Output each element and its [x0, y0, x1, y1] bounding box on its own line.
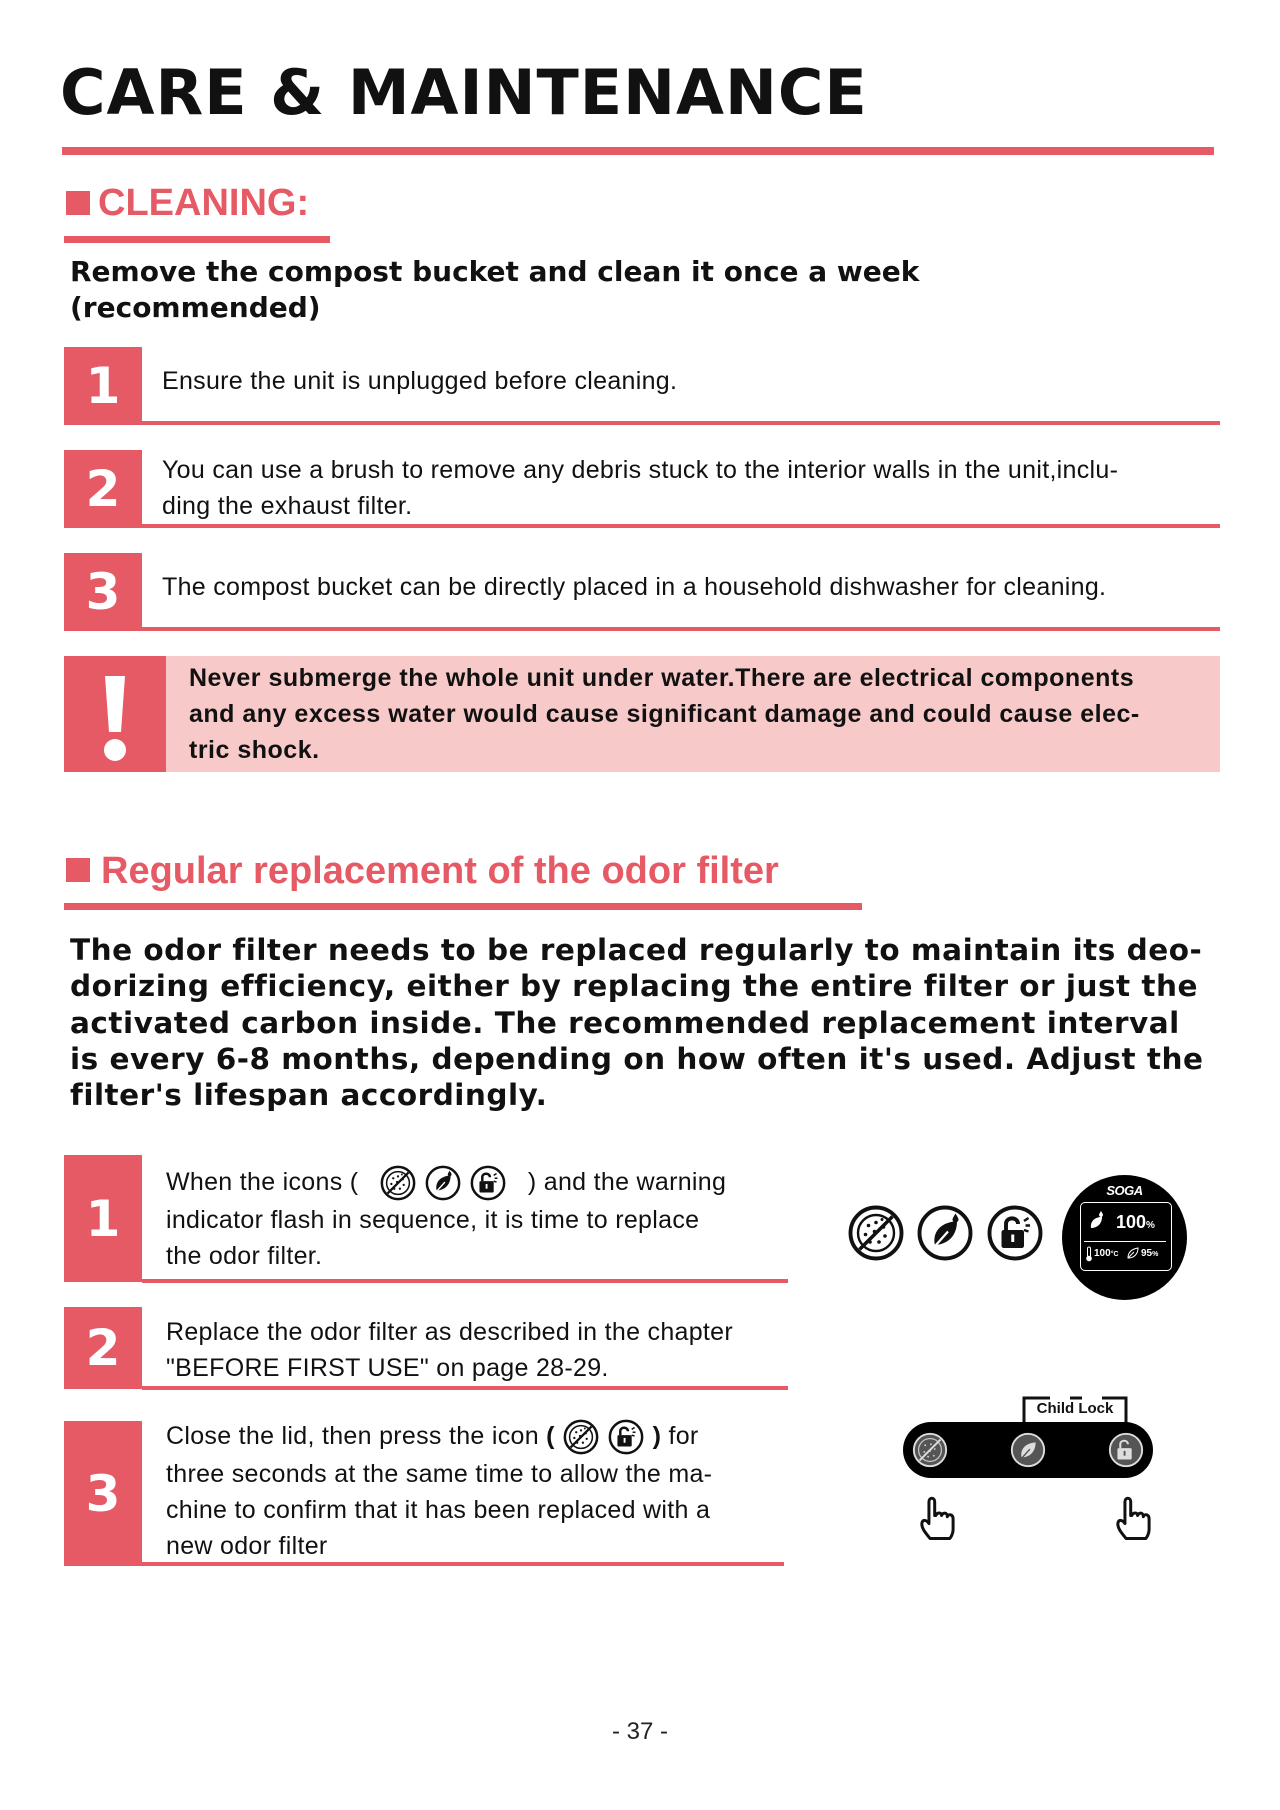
warning-line: and any excess water would cause significant damage and could cause elec-	[189, 700, 1140, 728]
step-line-part: )	[652, 1422, 662, 1450]
section-marker	[66, 858, 90, 882]
moisture-icon	[1126, 1246, 1140, 1260]
section-marker	[66, 191, 90, 215]
step-line-part: When the icons (	[166, 1168, 359, 1196]
step-line: indicator flash in sequence, it is time to replace	[166, 1206, 700, 1235]
cleaning-lead	[70, 254, 919, 326]
filter-icon	[562, 1418, 600, 1456]
cleaning-heading-underline	[64, 236, 330, 243]
cleaning-heading: CLEANING:	[98, 182, 310, 224]
step-line	[166, 1418, 712, 1456]
step-underline	[142, 627, 1220, 631]
step-line: "BEFORE FIRST USE" on page 28-29.	[166, 1354, 609, 1382]
step-underline	[142, 524, 1220, 528]
step-underline	[142, 421, 1220, 425]
display-divider	[1084, 1241, 1166, 1242]
humidity-unit: %	[1146, 1220, 1155, 1231]
filter-button-icon	[911, 1431, 949, 1469]
odor-filter-heading: Regular replacement of the odor filter	[101, 850, 779, 892]
lock-button-icon	[1107, 1431, 1145, 1469]
odor-lead-line: The odor filter needs to be replaced regularly to maintain its deo-	[70, 933, 1203, 967]
odor-lead-line: is every 6-8 months, depending on how often it's used. Adjust the	[70, 1041, 1204, 1076]
pointing-hand-icon	[914, 1492, 960, 1546]
odor-lead-line: dorizing efficiency, either by replacing the entire filter or just the	[70, 969, 1199, 1004]
step-line: three seconds at the same time to allow the ma-	[166, 1460, 713, 1489]
lock-icon	[985, 1203, 1045, 1263]
filter-icon	[379, 1164, 417, 1202]
step-line: the odor filter.	[166, 1242, 323, 1271]
moisture-readout	[1141, 1248, 1158, 1259]
step-line: chine to confirm that it has been replaced with a	[166, 1496, 711, 1525]
exclamation-icon	[64, 656, 166, 772]
step-underline	[142, 1386, 788, 1390]
step-line-part: Close the lid, then press the icon	[166, 1422, 539, 1450]
step-line: Replace the odor filter as described in the chapter	[166, 1318, 734, 1346]
cleaning-step-text	[162, 363, 677, 399]
title-divider	[62, 147, 1214, 155]
step-line: The compost bucket can be directly placed in a household dishwasher for cleaning.	[162, 573, 1107, 601]
odor-step-text	[166, 1418, 712, 1564]
step-line: ding the exhaust filter.	[162, 492, 413, 520]
step-line-part: ) and the warning	[527, 1168, 727, 1196]
temperature-value: 100	[1094, 1248, 1111, 1259]
moisture-value: 95	[1141, 1248, 1153, 1259]
step-number-badge: 1	[64, 1155, 142, 1282]
step-number-badge: 3	[64, 1421, 142, 1566]
temperature-unit: °C	[1110, 1251, 1119, 1258]
pointing-hand-icon	[1110, 1492, 1156, 1546]
step-number-badge: 3	[64, 553, 142, 631]
warning-text	[189, 660, 1209, 768]
step-underline	[142, 1279, 788, 1283]
lock-icon	[469, 1164, 507, 1202]
humidity-value: 100	[1116, 1212, 1147, 1232]
brand-logo: SOGA	[1106, 1183, 1143, 1198]
leaf-drop-icon	[1088, 1211, 1106, 1231]
page-number: - 37 -	[611, 1718, 668, 1745]
step-line-part: (	[546, 1422, 555, 1450]
control-panel	[903, 1422, 1153, 1478]
cleaning-lead-line: (recommended)	[70, 291, 321, 324]
leaf-button-icon	[1009, 1431, 1047, 1469]
warning-badge	[64, 656, 166, 772]
warning-line: Never submerge the whole unit under water.There are electrical components	[189, 664, 1135, 692]
lock-icon	[607, 1418, 645, 1456]
odor-step-text	[166, 1164, 726, 1274]
child-lock-label: Child Lock	[1036, 1400, 1114, 1417]
step-number-badge: 1	[64, 347, 142, 425]
step-line: Ensure the unit is unplugged before cleaning.	[162, 367, 678, 395]
step-line	[166, 1164, 726, 1202]
temperature-readout	[1094, 1248, 1119, 1259]
page-title: CARE & MAINTENANCE	[60, 56, 868, 129]
humidity-readout	[1116, 1212, 1155, 1233]
cleaning-step-text	[162, 452, 1118, 524]
filter-icon	[846, 1203, 906, 1263]
odor-lead-line: activated carbon inside. The recommended replacement interval	[70, 1005, 1180, 1040]
warning-line: tric shock.	[189, 736, 320, 764]
moisture-unit: %	[1152, 1251, 1159, 1258]
thermometer-icon	[1085, 1246, 1093, 1262]
odor-lead-line: filter's lifespan accordingly.	[70, 1078, 548, 1113]
odor-lead	[70, 932, 1203, 1113]
cleaning-lead-line: Remove the compost bucket and clean it once a week	[70, 255, 920, 288]
step-number-badge: 2	[64, 1307, 142, 1389]
step-number-badge: 2	[64, 450, 142, 528]
leaf-drop-icon	[424, 1164, 462, 1202]
leaf-drop-icon	[915, 1203, 975, 1263]
odor-step-text	[166, 1314, 733, 1386]
step-line: You can use a brush to remove any debris stuck to the interior walls in the unit,inclu-	[162, 456, 1119, 484]
control-display	[1062, 1175, 1187, 1300]
odor-heading-underline	[64, 903, 862, 910]
cleaning-step-text	[162, 569, 1106, 605]
step-line: new odor filter	[166, 1532, 328, 1561]
step-line-part: for	[668, 1422, 699, 1450]
